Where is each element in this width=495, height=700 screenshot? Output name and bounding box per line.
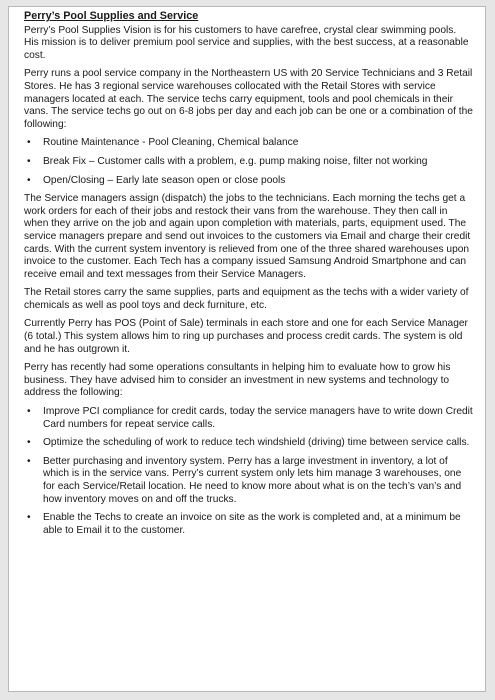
list-item-text: Break Fix – Customer calls with a problem, e.g. pump making noise, filter not working bbox=[43, 155, 428, 167]
list-item-text: Enable the Techs to create an invoice on site as the work is completed and, at a minimum be able to Email it to the customer. bbox=[43, 512, 461, 536]
bullet-icon: • bbox=[27, 512, 31, 524]
list-item bbox=[24, 156, 473, 169]
paragraph-company-overview: Perry runs a pool service company in the Northeastern US with 20 Service Technicians and 3 Retail Stores. He has 3 regional service warehouses collocated with the Retail Stores with service managers located at each. The service techs carry equipment, tools and pool chemicals in their vans. The service techs go out on 6-8 jobs per day and each job can be one or a combination of the following: bbox=[24, 68, 473, 130]
bullet-icon: • bbox=[27, 174, 31, 186]
job-types-list bbox=[24, 137, 473, 187]
bullet-icon: • bbox=[27, 137, 31, 149]
list-item bbox=[24, 456, 473, 506]
recommendations-list bbox=[24, 406, 473, 537]
bullet-icon: • bbox=[27, 455, 31, 467]
list-item-text: Routine Maintenance - Pool Cleaning, Chemical balance bbox=[43, 137, 299, 149]
list-item-text: Open/Closing – Early late season open or close pools bbox=[43, 174, 286, 186]
paragraph-retail: The Retail stores carry the same supplies, parts and equipment as the techs with a wider variety of chemicals as well as pool toys and deck furniture, etc. bbox=[24, 287, 469, 311]
list-item-text: Better purchasing and inventory system. Perry has a large investment in inventory, a lot of which is in the service vans. Perry’s current system only lets him manage 3 warehouses, one for each Service/Retail location. He need to know more about what is on the tech’s van’s and how inventory moves on and off the trucks. bbox=[43, 455, 462, 505]
document-title: Perry’s Pool Supplies and Service bbox=[24, 10, 199, 22]
list-item bbox=[24, 137, 473, 150]
document-page bbox=[8, 6, 486, 692]
list-item bbox=[24, 512, 473, 537]
paragraph-consultants: Perry has recently had some operations consultants in helping him to evaluate how to grow his business. They have advised him to consider an investment in new systems and technology to address the following: bbox=[24, 362, 451, 399]
bullet-icon: • bbox=[27, 155, 31, 167]
paragraph-dispatch: The Service managers assign (dispatch) the jobs to the technicians. Each morning the techs get a work orders for each of their jobs and restock their vans from the warehouse. They then call in when they arrive on the job and again upon completion with materials, parts, equipment used. The service managers prepare and send out invoices to the customers via Email and charge their credit cards. With the current system inventory is relieved from one of the three shared warehouses upon invoice to the customer. Each Tech has a company issued Samsung Android Smartphone and can receive email and text messages from their Service Managers. bbox=[24, 193, 471, 280]
list-item bbox=[24, 406, 473, 431]
list-item bbox=[24, 175, 473, 188]
paragraph-pos: Currently Perry has POS (Point of Sale) terminals in each store and one for each Service Manager (6 total.) This system allows him to ring up purchases and process credit cards. The system is old and he has outgrown it. bbox=[24, 318, 468, 355]
bullet-icon: • bbox=[27, 406, 31, 418]
bullet-icon: • bbox=[27, 437, 31, 449]
list-item-text: Optimize the scheduling of work to reduce tech windshield (driving) time between service calls. bbox=[43, 437, 470, 449]
list-item-text: Improve PCI compliance for credit cards, today the service managers have to write down Credit Card numbers for repeat service calls. bbox=[43, 406, 473, 430]
paragraph-vision: Perry’s Pool Supplies Vision is for his customers to have carefree, crystal clear swimming pools. His mission is to deliver premium pool service and supplies, with the best success, at a reasonable cost. bbox=[24, 24, 469, 61]
list-item bbox=[24, 437, 473, 450]
